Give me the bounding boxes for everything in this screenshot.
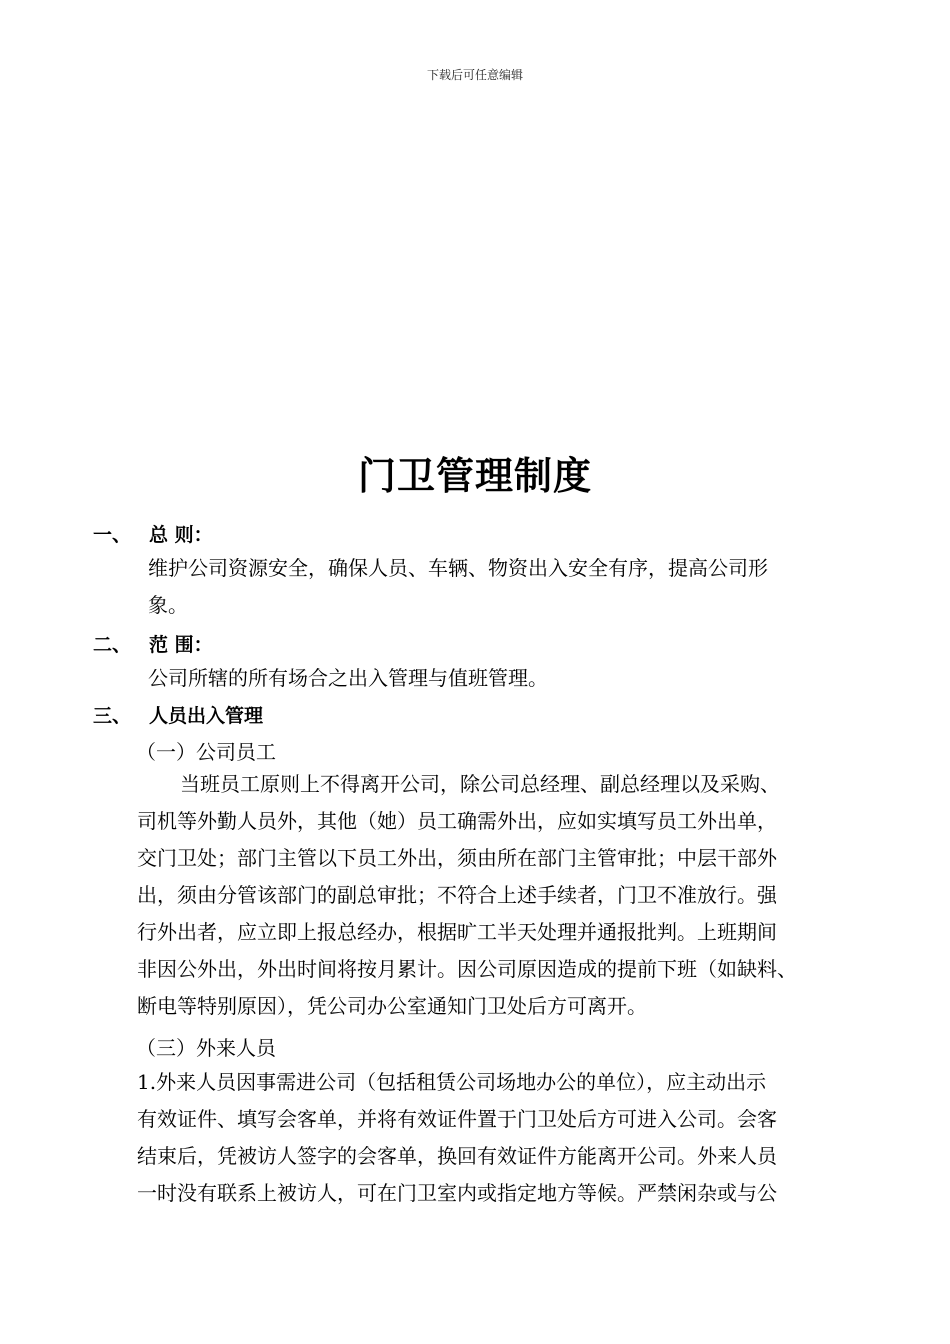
section-heading-personnel: [93, 701, 263, 728]
subsection-visitors: （三）外来人员: [136, 1036, 276, 1060]
text-line: 维护公司资源安全，确保人员、车辆、物资出入安全有序，提高公司形: [148, 556, 768, 580]
text-line: 断电等特别原因），凭公司办公室通知门卫处后方可离开。: [137, 994, 647, 1018]
text-line: 结束后，凭被访人签字的会客单，换回有效证件方能离开公司。外来人员: [137, 1144, 777, 1168]
text-line: 公司所辖的所有场合之出入管理与值班管理。: [148, 666, 548, 690]
text-line: 有效证件、填写会客单，并将有效证件置于门卫处后方可进入公司。会客: [137, 1107, 777, 1131]
section-number: 二、: [93, 634, 132, 656]
header-note: 下载后可任意编辑: [426, 68, 523, 82]
scope-paragraph: [148, 660, 548, 697]
text-line: 一时没有联系上被访人，可在门卫室内或指定地方等候。严禁闲杂或与公: [137, 1181, 777, 1205]
section-heading-scope: [93, 630, 213, 657]
section-title: 总 则：: [149, 524, 213, 546]
text-line: 非因公外出，外出时间将按月累计。因公司原因造成的提前下班（如缺料、: [137, 957, 797, 981]
document-title: 门卫管理制度: [357, 453, 592, 498]
text-line: 象。: [148, 593, 188, 617]
section-number: 一、: [93, 524, 132, 546]
text-line: 出，须由分管该部门的副总审批；不符合上述手续者，门卫不准放行。强: [137, 883, 777, 907]
visitor-paragraph: [137, 1064, 777, 1212]
section-title: 范 围：: [149, 634, 213, 656]
general-paragraph: [148, 550, 768, 624]
text-line: 行外出者，应立即上报总经办，根据旷工半天处理并通报批判。上班期间: [137, 920, 777, 944]
text-line: 司机等外勤人员外，其他（她）员工确需外出，应如实填写员工外出单，: [137, 809, 777, 833]
section-number: 三、: [93, 705, 132, 727]
text-line: 当班员工原则上不得离开公司，除公司总经理、副总经理以及采购、: [180, 772, 780, 796]
text-line: 交门卫处；部门主管以下员工外出，须由所在部门主管审批；中层干部外: [137, 846, 777, 870]
text-line: 1.外来人员因事需进公司（包括租赁公司场地办公的单位），应主动出示: [137, 1070, 767, 1094]
section-heading-general: [93, 520, 213, 547]
section-title: 人员出入管理: [149, 705, 264, 727]
staff-paragraph: [137, 766, 797, 1025]
subsection-staff: （一）公司员工: [136, 740, 276, 764]
